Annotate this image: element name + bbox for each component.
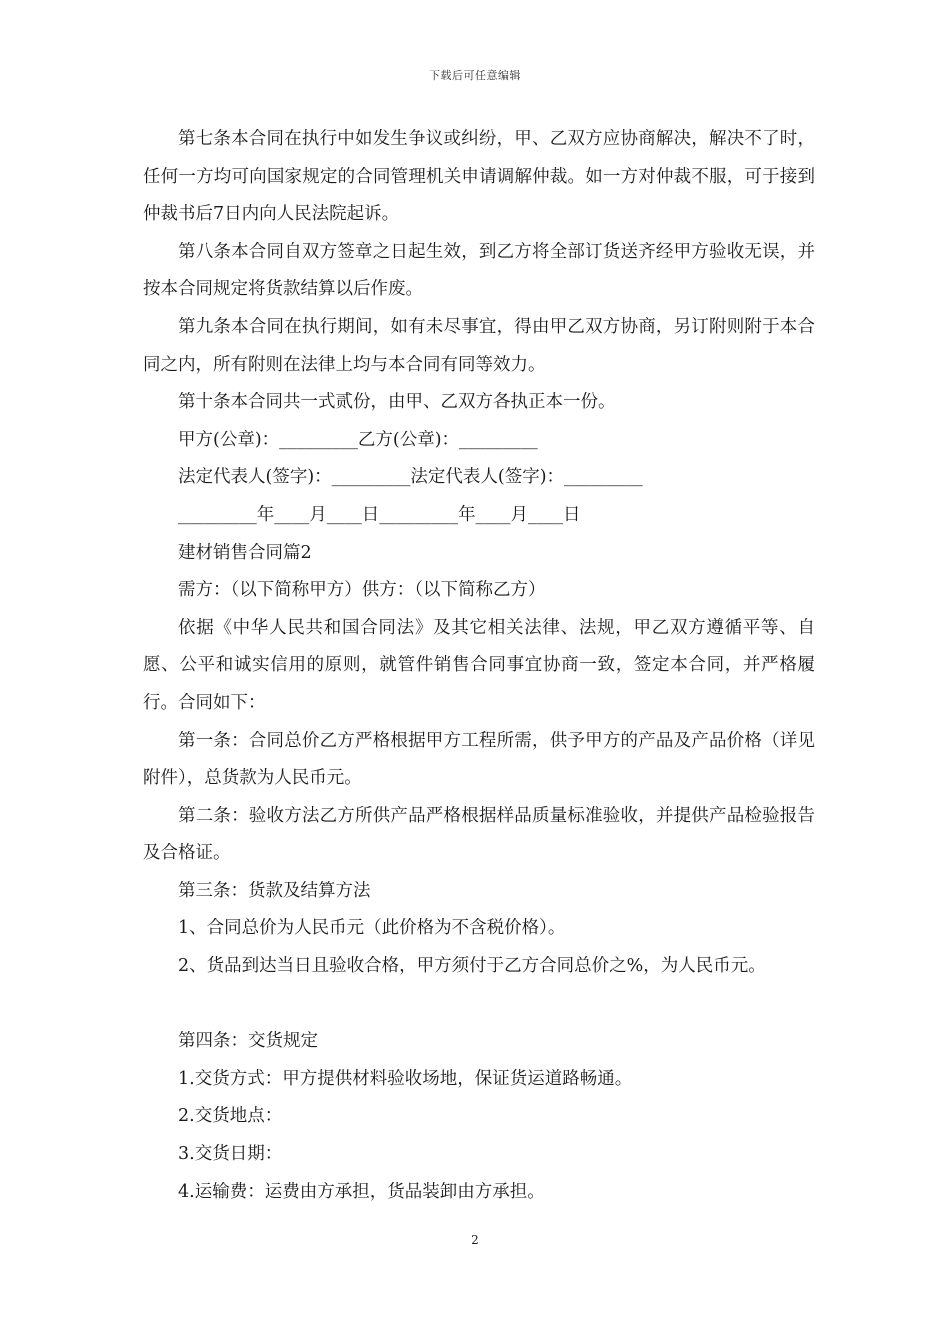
party-seal-line: 甲方(公章)：_________乙方(公章)：_________: [178, 429, 538, 450]
clause-1-paragraph: 第一条：合同总价乙方严格根据甲方工程所需，供予甲方的产品及产品价格（详见附件），总货款为人民币元。: [143, 730, 815, 789]
parties-line: 需方：（以下简称甲方）供方：（以下简称乙方）: [178, 580, 546, 601]
article-9-paragraph: 第九条本合同在执行期间，如有未尽事宜，得由甲乙双方协商，另订附则附于本合同之内，所有附则在法律上均与本合同有同等效力。: [143, 316, 815, 375]
clause-3-item-1: 1、合同总价为人民币元（此价格为不含税价格）。: [178, 918, 566, 939]
clause-4-item-2: 2.交货地点：: [178, 1106, 283, 1127]
document-body: [143, 121, 815, 1211]
article-7-paragraph: 第七条本合同在执行中如发生争议或纠纷，甲、乙双方应协商解决，解决不了时，任何一方均可向国家规定的合同管理机关申请调解仲裁。如一方对仲裁不服，可于接到仲裁书后7日内向人民法院起诉。: [143, 129, 815, 225]
clause-4-item-3: 3.交货日期：: [178, 1144, 283, 1165]
clause-4-item-1: 1.交货方式：甲方提供材料验收场地，保证货运道路畅通。: [178, 1068, 633, 1089]
clause-2-paragraph: 第二条：验收方法乙方所供产品严格根据样品质量标准验收，并提供产品检验报告及合格证。: [143, 805, 815, 864]
article-10-paragraph: 第十条本合同共一式贰份，由甲、乙双方各执正本一份。: [178, 392, 616, 413]
blank-line: [143, 986, 815, 1024]
clause-3-item-2: 2、货品到达当日且验收合格，甲方须付于乙方合同总价之%，为人民币元。: [178, 956, 766, 977]
clause-4-heading: 第四条：交货规定: [178, 1031, 318, 1052]
preamble-paragraph: 依据《中华人民共和国合同法》及其它相关法律、法规，甲乙双方遵循平等、自愿、公平和诚实信用的原则，就管件销售合同事宜协商一致，签定本合同，并严格履行。合同如下：: [143, 617, 815, 713]
date-line: _________年____月____日_________年____月____日: [178, 504, 581, 525]
clause-3-heading: 第三条：货款及结算方法: [178, 880, 371, 901]
clause-4-item-4: 4.运输费：运费由方承担，货品装卸由方承担。: [178, 1181, 545, 1202]
section-title: 建材销售合同篇2: [178, 542, 312, 563]
article-8-paragraph: 第八条本合同自双方签章之日起生效，到乙方将全部订货送齐经甲方验收无误，并按本合同规定将货款结算以后作废。: [143, 241, 815, 300]
page-number: 2: [471, 1233, 479, 1247]
legal-representative-signature-line: 法定代表人(签字)：_________法定代表人(签字)：_________: [178, 467, 643, 488]
page-header-note: 下载后可任意编辑: [429, 69, 521, 82]
